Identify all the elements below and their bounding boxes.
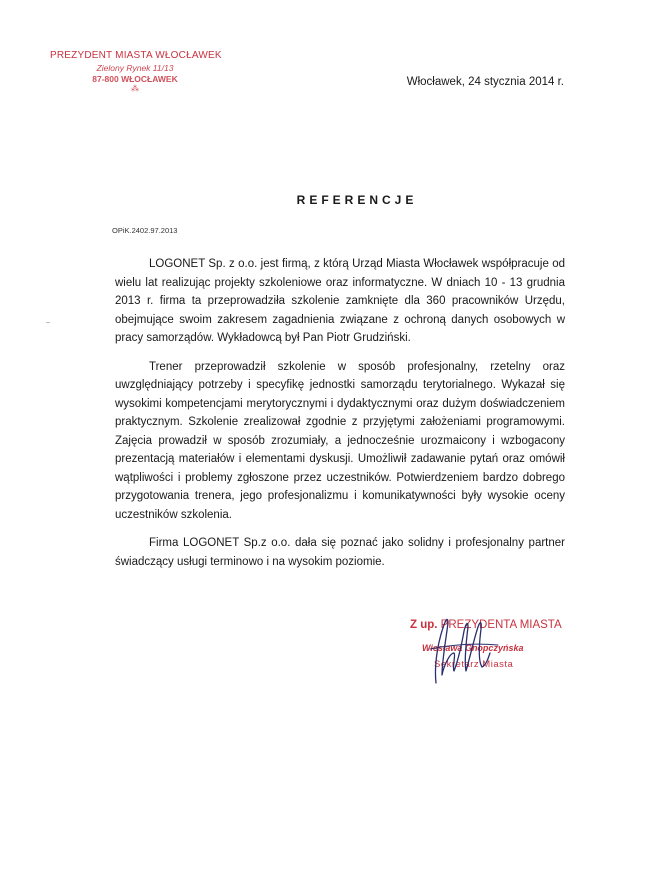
paragraph: Trener przeprowadził szkolenie w sposób profesjonalny, rzetelny oraz uwzględniający potrzeby i specyfikę jednostki samorządu terytorialnego. Wykazał się wysokimi kompetencjami merytorycznymi i dydaktycznymi oraz dużym doświadczeniem praktycznym. Szkolenie zrealizował zgodnie z przyjętymi założeniami programowymi. Zajęcia prowadził w sposób zrozumiały, a jednocześnie urozmaicony i wzbogacony prezentacją materiałów i elementami dyskusji. Umożliwił zadawanie pytań oraz omówił wątpliwości i problemy zgłoszone przez uczestników. Potwierdzeniem bardzo dobrego przygotowania trenera, jego profesjonalizmu i komunikatywności były wysokie oceny uczestników szkolenia. xyxy=(115,360,565,521)
stamp-ornament-icon: ⁂ xyxy=(131,84,139,93)
paragraph: LOGONET Sp. z o.o. jest firmą, z którą Urząd Miasta Włocławek współpracuje od wielu lat realizując projekty szkoleniowe oraz informatyczne. W dniach 10 - 13 grudnia 2013 r. firma ta przeprowadziła szkolenie zamknięte dla 360 pracowników Urzędu, obejmujące swoim zakresem zagadnienia związane z ochroną danych osobowych w pracy samorządów. Wykładowcą był Pan Piotr Grudziński. xyxy=(115,258,565,344)
letter-date: Włocławek, 24 stycznia 2014 r. xyxy=(406,76,564,88)
letter-body xyxy=(115,255,565,581)
signature-authority-title: PREZYDENTA MIASTA xyxy=(440,619,562,631)
signature-prefix: Z up. xyxy=(410,619,438,631)
header-stamp xyxy=(50,50,220,93)
signatory-position: Sekretarz Miasta xyxy=(434,659,514,670)
document-title: REFERENCJE xyxy=(296,193,418,207)
signature-block xyxy=(400,605,580,685)
reference-number: OPiK.2402.97.2013 xyxy=(112,226,178,235)
margin-mark xyxy=(46,322,50,323)
stamp-street-address: Zielony Rynek 11/13 xyxy=(96,63,174,73)
stamp-office-title: PREZYDENT MIASTA WŁOCŁAWEK xyxy=(50,50,222,61)
paragraph: Firma LOGONET Sp.z o.o. dała się poznać jako solidny i profesjonalny partner świadczący usługi terminowo i na wysokim poziomie. xyxy=(115,537,565,568)
signatory-name: Wiesława Gnopczyńska xyxy=(422,643,524,653)
stamp-postal-city: 87-800 WŁOCŁAWEK xyxy=(92,74,178,84)
handwritten-signature-icon xyxy=(400,605,580,685)
